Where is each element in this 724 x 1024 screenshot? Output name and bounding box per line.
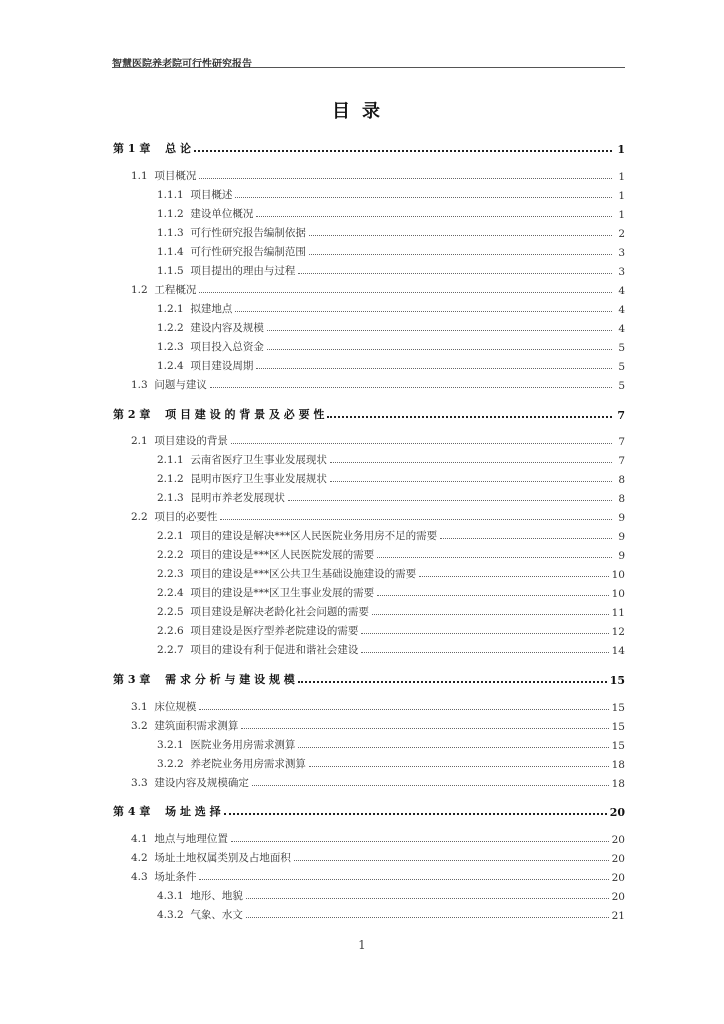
toc-subsection-2-1-2[interactable] [157,468,625,486]
toc-label: 1.2.1 拟建地点 [157,303,233,315]
toc-page-number: 15 [611,721,625,733]
toc-leader [298,272,612,274]
toc-label: 3.1 床位规模 [131,701,197,713]
toc-page-number: 9 [618,512,625,524]
toc-label: 1.2.2 建设内容及规模 [157,322,264,334]
page-title: 目录 [332,101,392,122]
toc-leader [294,859,609,861]
toc-section-2-2[interactable] [131,506,625,524]
toc-subsection-4-3-2[interactable] [157,904,625,922]
toc-page-number: 4 [618,304,625,316]
toc-label: 第 1 章 总 论 [113,142,191,155]
toc-leader [220,518,612,520]
toc-label: 2.2 项目的必要性 [131,511,218,523]
toc-page-number: 2 [618,228,625,240]
toc-chapter-1[interactable] [113,138,625,156]
toc-page-number: 5 [618,380,625,392]
toc-page-number: 9 [618,550,625,562]
toc-page-number: 15 [609,674,625,687]
toc-page-number: 4 [618,323,625,335]
toc-page-number: 9 [618,531,625,543]
toc-section-1-2[interactable] [131,279,625,297]
toc-label: 4.2 场址土地权属类别及占地面积 [131,852,291,864]
toc-leader [267,348,612,350]
toc-leader [231,840,609,842]
toc-leader [327,415,612,418]
toc-label: 4.3.1 地形、地貌 [157,890,243,902]
toc-page-number: 1 [618,209,625,221]
toc-subsection-2-2-6[interactable] [157,620,625,638]
toc-page-number: 10 [611,588,625,600]
toc-subsection-1-2-3[interactable] [157,336,625,354]
toc-label: 2.1.2 昆明市医疗卫生事业发展规状 [157,473,327,485]
toc-page-number: 1 [617,143,625,156]
toc-page-number: 14 [611,645,625,657]
toc-subsection-1-2-2[interactable] [157,317,625,335]
toc-leader [267,329,612,331]
toc-label: 4.3.2 气象、水文 [157,909,243,921]
toc-page-number: 18 [611,759,625,771]
toc-page-number: 7 [617,409,625,422]
toc-leader [231,442,612,444]
toc-label: 4.3 场址条件 [131,871,197,883]
toc-leader [309,234,612,236]
toc-subsection-2-2-2[interactable] [157,544,625,562]
toc-label: 1.1.2 建设单位概况 [157,208,254,220]
toc-section-1-1[interactable] [131,165,625,183]
toc-label: 1.2.4 项目建设周期 [157,360,254,372]
toc-label: 2.2.7 项目的建设有利于促进和谐社会建设 [157,644,359,656]
toc-section-4-1[interactable] [131,828,625,846]
toc-leader [241,727,608,729]
running-header: 智慧医院养老院可行性研究报告 [112,59,252,70]
toc-label: 2.2.4 项目的建设是***区卫生事业发展的需要 [157,587,375,599]
toc-leader [256,367,612,369]
toc-label: 1.1.4 可行性研究报告编制范围 [157,246,306,258]
toc-label: 1.1.3 可行性研究报告编制依据 [157,227,306,239]
toc-leader [377,594,608,596]
toc-page-number: 5 [618,342,625,354]
toc-leader [235,196,612,198]
toc-page-number: 20 [611,834,625,846]
toc-page-number: 3 [618,247,625,259]
toc-subsection-3-2-1[interactable] [157,734,625,752]
toc-leader [246,916,609,918]
toc-subsection-1-1-3[interactable] [157,222,625,240]
toc-page-number: 3 [618,266,625,278]
toc-label: 2.1.3 昆明市养老发展现状 [157,492,285,504]
toc-leader [199,708,608,710]
toc-leader [199,177,612,179]
toc-label: 2.1.1 云南省医疗卫生事业发展现状 [157,454,327,466]
toc-label: 2.2.1 项目的建设是解决***区人民医院业务用房不足的需要 [157,530,438,542]
toc-subsection-4-3-1[interactable] [157,885,625,903]
page-number: 1 [358,938,366,952]
toc-leader [419,575,608,577]
toc-chapter-3[interactable] [113,669,625,687]
toc-subsection-1-2-4[interactable] [157,355,625,373]
toc-page-number: 20 [611,891,625,903]
toc-page-number: 18 [611,778,625,790]
toc-subsection-2-2-3[interactable] [157,563,625,581]
toc-label: 1.3 问题与建议 [131,379,207,391]
toc-label: 2.1 项目建设的背景 [131,435,228,447]
toc-leader [298,680,607,683]
toc-section-3-1[interactable] [131,696,625,714]
toc-subsection-2-2-5[interactable] [157,601,625,619]
toc-label: 1.2 工程概况 [131,284,197,296]
toc-label: 3.2.1 医院业务用房需求测算 [157,739,296,751]
toc-subsection-3-2-2[interactable] [157,753,625,771]
toc-leader [440,537,612,539]
toc-leader [361,632,608,634]
toc-subsection-2-1-1[interactable] [157,449,625,467]
toc-subsection-1-1-1[interactable] [157,184,625,202]
toc-label: 2.2.3 项目的建设是***区公共卫生基础设施建设的需要 [157,568,417,580]
toc-label: 2.2.2 项目的建设是***区人民医院发展的需要 [157,549,375,561]
toc-label: 3.2 建筑面积需求测算 [131,720,239,732]
toc-chapter-2[interactable] [113,404,625,422]
toc-section-1-3[interactable] [131,374,625,392]
toc-page-number: 11 [611,607,625,619]
toc-leader [309,765,609,767]
header-rule [112,67,625,68]
toc-leader [372,613,609,615]
toc-subsection-2-2-7[interactable] [157,639,625,657]
toc-subsection-2-1-3[interactable] [157,487,625,505]
toc-leader [309,253,612,255]
toc-subsection-1-1-5[interactable] [157,260,625,278]
toc-section-3-3[interactable] [131,772,625,790]
toc-label: 第 4 章 场 址 选 择 [113,805,221,818]
toc-leader [210,386,612,388]
toc-label: 第 3 章 需 求 分 析 与 建 设 规 模 [113,673,295,686]
toc-label: 1.1 项目概况 [131,170,197,182]
toc-page-number: 12 [611,626,625,638]
toc-page-number: 21 [611,910,625,922]
toc-leader [199,878,608,880]
toc-label: 2.2.6 项目建设是医疗型养老院建设的需要 [157,625,359,637]
toc-label: 1.2.3 项目投入总资金 [157,341,264,353]
toc-leader [199,291,612,293]
toc-page-number: 5 [618,361,625,373]
toc-leader [224,812,607,815]
toc-label: 1.1.1 项目概述 [157,189,233,201]
toc-page-number: 4 [618,285,625,297]
toc-page-number: 15 [611,740,625,752]
toc-page-number: 7 [618,436,625,448]
toc-page-number: 20 [611,853,625,865]
toc-page-number: 8 [618,493,625,505]
toc-section-4-3[interactable] [131,866,625,884]
toc-page-number: 1 [618,171,625,183]
toc-label: 3.3 建设内容及规模确定 [131,777,249,789]
toc-leader [252,784,609,786]
toc-leader [330,461,612,463]
toc-subsection-1-2-1[interactable] [157,298,625,316]
toc-section-3-2[interactable] [131,715,625,733]
toc-subsection-1-1-2[interactable] [157,203,625,221]
toc-label: 3.2.2 养老院业务用房需求测算 [157,758,306,770]
toc-leader [256,215,612,217]
toc-page-number: 7 [618,455,625,467]
toc-label: 2.2.5 项目建设是解决老龄化社会问题的需要 [157,606,369,618]
toc-leader [361,651,608,653]
toc-leader [288,499,612,501]
toc-leader [330,480,612,482]
toc-page-number: 15 [611,702,625,714]
toc-page-number: 8 [618,474,625,486]
toc-page-number: 20 [611,872,625,884]
toc-leader [298,746,608,748]
toc-section-4-2[interactable] [131,847,625,865]
toc-leader [246,897,609,899]
toc-section-2-1[interactable] [131,430,625,448]
toc-label: 1.1.5 项目提出的理由与过程 [157,265,296,277]
toc-leader [377,556,612,558]
toc-leader [235,310,612,312]
toc-label: 4.1 地点与地理位置 [131,833,228,845]
toc-subsection-1-1-4[interactable] [157,241,625,259]
toc-page-number: 20 [609,806,625,819]
toc-chapter-4[interactable] [113,801,625,819]
toc-subsection-2-2-1[interactable] [157,525,625,543]
toc-page-number: 1 [618,190,625,202]
toc-page-number: 10 [611,569,625,581]
toc-subsection-2-2-4[interactable] [157,582,625,600]
toc-label: 第 2 章 项 目 建 设 的 背 景 及 必 要 性 [113,408,325,421]
toc-leader [194,149,612,152]
